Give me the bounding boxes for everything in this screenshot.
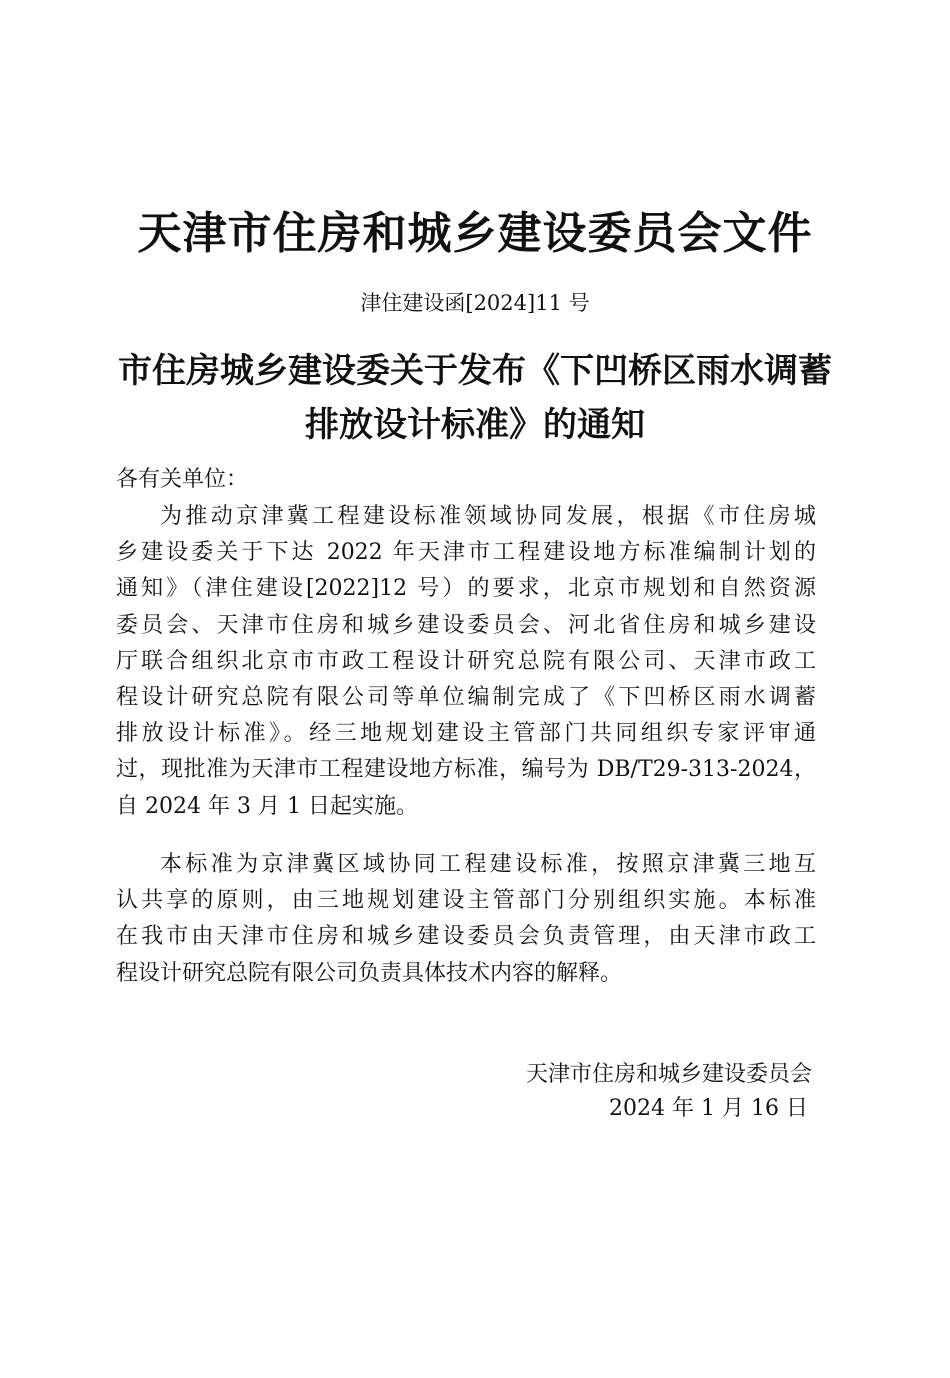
- paragraph-line: 过，现批准为天津市工程建设地方标准，编号为 DB/T29-313-2024，: [116, 757, 816, 783]
- issuer-header-title: 天津市住房和城乡建设委员会文件: [137, 208, 813, 259]
- paragraph-line: 乡建设委关于下达 2022 年天津市工程建设地方标准编制计划的: [116, 540, 816, 566]
- paragraph-line: 本标准为京津冀区域协同工程建设标准，按照京津冀三地互: [160, 852, 816, 877]
- paragraph-line: 程设计研究总院有限公司等单位编制完成了《下凹桥区雨水调蓄: [116, 685, 816, 711]
- body-paragraph-2: [116, 847, 816, 992]
- paragraph-line: 厅联合组织北京市市政工程设计研究总院有限公司、天津市政工: [116, 648, 816, 674]
- paragraph-line: 为推动京津冀工程建设标准领域协同发展，根据《市住房城: [160, 504, 816, 529]
- body-paragraph-1: [116, 499, 816, 825]
- addressee: 各有关单位：: [116, 467, 249, 492]
- paragraph-line: 认共享的原则，由三地规划建设主管部门分别组织实施。本标准: [116, 888, 816, 914]
- notice-title: [0, 344, 950, 452]
- paragraph-line: 自 2024 年 3 月 1 日起实施。: [116, 793, 418, 819]
- signature-issuer: 天津市住房和城乡建设委员会: [525, 1062, 812, 1087]
- paragraph-line: 委员会、天津市住房和城乡建设委员会、河北省住房和城乡建设: [116, 612, 816, 638]
- paragraph-line: 在我市由天津市住房和城乡建设委员会负责管理，由天津市政工: [116, 924, 816, 950]
- paragraph-line: 程设计研究总院有限公司负责具体技术内容的解释。: [116, 960, 623, 986]
- signature-block: [526, 1058, 812, 1126]
- document-number: 津住建设函[2024]11 号: [360, 291, 590, 315]
- signature-date: 2024 年 1 月 16 日: [609, 1096, 808, 1121]
- notice-title-line: 排放设计标准》的通知: [305, 405, 645, 445]
- notice-title-line: 市住房城乡建设委关于发布《下凹桥区雨水调蓄: [118, 351, 832, 391]
- paragraph-line: 通知》（津住建设[2022]12 号）的要求，北京市规划和自然资源: [116, 576, 816, 602]
- paragraph-line: 排放设计标准》。经三地规划建设主管部门共同组织专家评审通: [116, 721, 816, 747]
